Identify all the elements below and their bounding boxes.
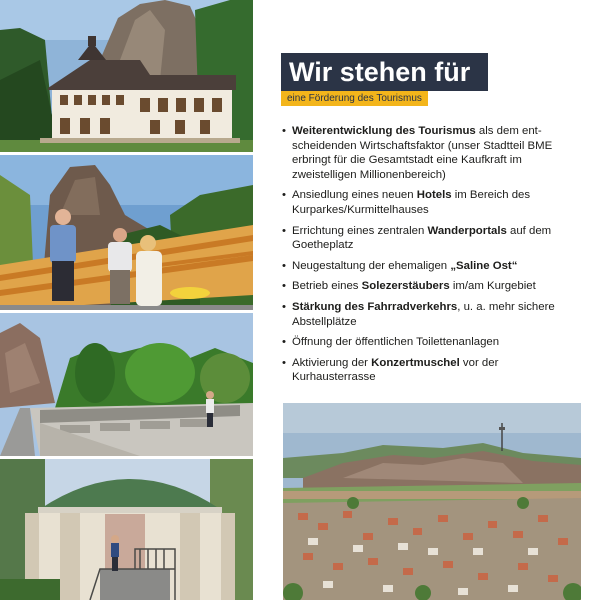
- photo-group-bench: [0, 155, 253, 310]
- list-item: • Betrieb eines Solezerstäubers im/am Kurgebiet: [282, 279, 582, 294]
- list-item: • Errichtung eines zentralen Wanderportals auf dem Goetheplatz: [282, 224, 582, 253]
- list-item: • Aktivierung der Konzertmuschel vor der Kurhausterrasse: [282, 356, 582, 385]
- photo-pavilion: [0, 459, 253, 600]
- list-item: • Stärkung des Fahrradverkehrs, u. a. mehr sichere Abstellplätze: [282, 300, 582, 329]
- photo-saline: [0, 313, 253, 456]
- page-title: Wir stehen für: [281, 53, 488, 91]
- photo-kurhaus: [0, 0, 253, 152]
- list-item: • Ansiedlung eines neuen Hotels im Bereich des Kurparkes/Kurmittelhauses: [282, 188, 582, 217]
- list-item: • Neugestaltung der ehemaligen „Saline Ost“: [282, 259, 582, 274]
- list-item: • Öffnung der öffentlichen Toilettenanlagen: [282, 335, 582, 350]
- page-subtitle: eine Förderung des Tourismus: [281, 91, 428, 106]
- photo-aerial-town: [283, 403, 581, 600]
- list-item: • Weiterentwicklung des Tourismus als dem entscheidenden Wirtschaftsfaktor (unser Stadtteil BME erbringt für die Gesamtstadt eine Kaufkraft im zweistelligen Millionenbereich): [282, 124, 582, 182]
- goals-list: [282, 124, 582, 391]
